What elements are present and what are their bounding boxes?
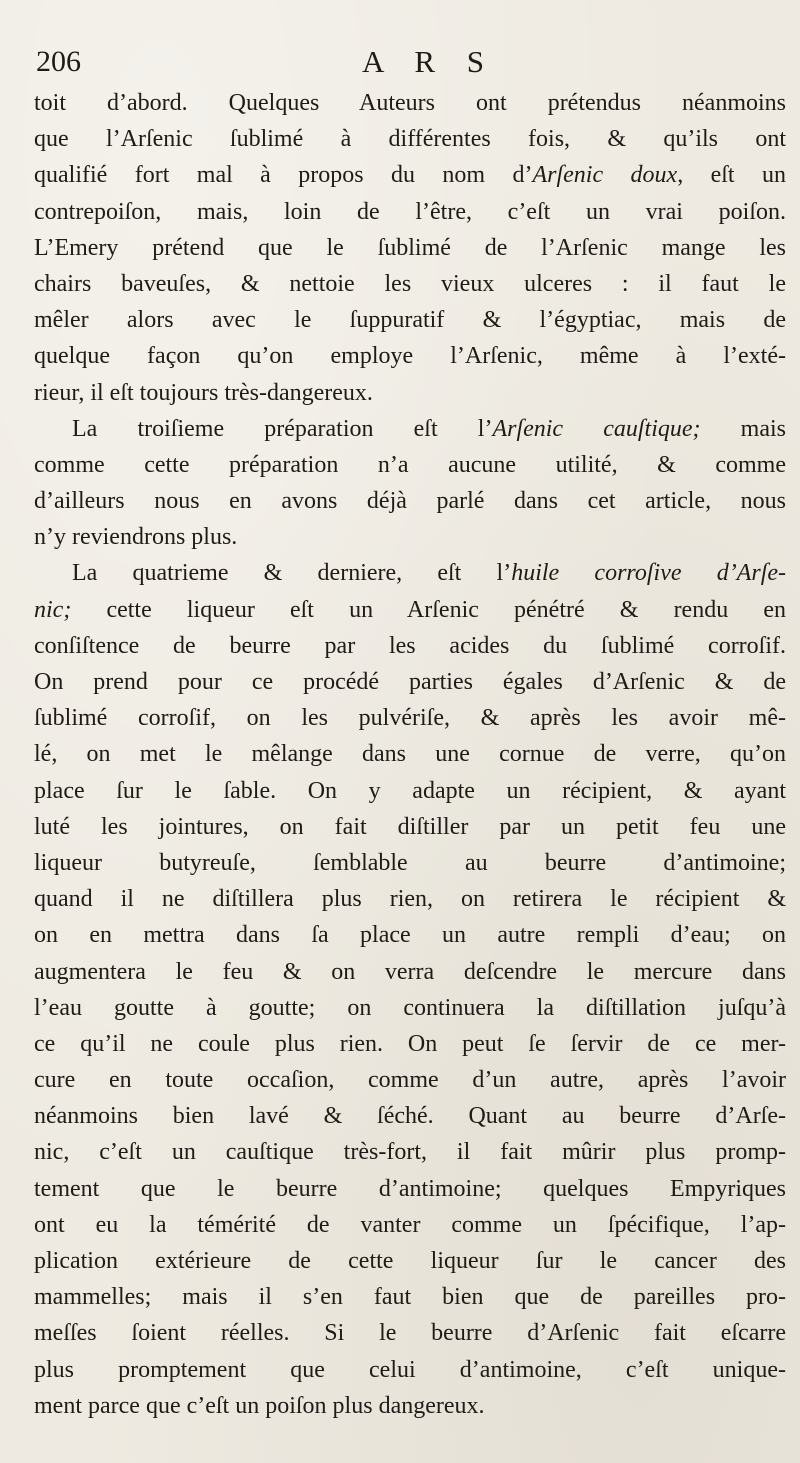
text-line [34, 1315, 786, 1351]
text-segment: ment parce que c’eſt un poiſon plus dangereux. [34, 1392, 485, 1419]
body-text [34, 85, 786, 1424]
text-line [34, 411, 786, 447]
text-segment: quand il ne diſtillera plus rien, on retirera le récipient & [34, 886, 786, 913]
text-line [34, 917, 786, 953]
text-segment: néanmoins bien lavé & ſéché. Quant au beurre d’Arſe- [34, 1103, 786, 1130]
text-segment: plication extérieure de cette liqueur ſur le cancer des [34, 1248, 786, 1274]
text-segment: d’ailleurs nous en avons déjà parlé dans cet article, nous [34, 488, 786, 515]
text-segment: ont eu la témérité de vanter comme un ſpécifique, l’ap- [34, 1211, 786, 1238]
italic-text-segment: Arſenic cauſtique; [492, 415, 701, 442]
text-segment: comme cette préparation n’a aucune utilité, & comme [34, 451, 786, 478]
text-segment: mais [700, 415, 786, 442]
text-segment: On prend pour ce procédé parties égales d’Arſenic & de [34, 669, 786, 695]
text-line [34, 773, 786, 809]
text-line [34, 700, 786, 736]
text-segment: La quatrieme & derniere, eſt l’ [72, 560, 512, 587]
text-line [34, 338, 786, 374]
text-segment: lé, on met le mêlange dans une cornue de verre, qu’on [34, 741, 786, 768]
italic-text-segment: huile corroſive d’Arſe- [511, 560, 786, 587]
text-line [34, 736, 786, 772]
text-line [34, 230, 786, 266]
text-segment: nic, c’eſt un cauſtique très-fort, il fait mûrir plus promp- [34, 1139, 786, 1166]
text-segment: plus promptement que celui d’antimoine, c’eſt unique- [34, 1356, 786, 1383]
text-segment: n’y reviendrons plus. [34, 524, 238, 551]
text-line [34, 519, 786, 555]
text-line [34, 1098, 786, 1134]
text-segment: meſſes ſoient réelles. Si le beurre d’Arſenic fait eſcarre [34, 1320, 786, 1347]
text-line [34, 809, 786, 845]
text-line [34, 1026, 786, 1062]
text-segment: La troiſieme préparation eſt l’ [72, 415, 493, 442]
text-line [34, 845, 786, 881]
running-head: A R S [361, 44, 497, 79]
text-line [34, 1352, 786, 1388]
text-segment: conſiſtence de beurre par les acides du ſublimé corroſif. [34, 632, 786, 659]
text-segment: tement que le beurre d’antimoine; quelques Empyriques [34, 1175, 786, 1202]
italic-text-segment: nic; [34, 596, 72, 623]
text-line [34, 85, 786, 121]
text-segment: l’eau goutte à goutte; on continuera la diſtillation juſqu’à [34, 994, 786, 1021]
text-segment: cette liqueur eſt un Arſenic pénétré & rendu en [71, 596, 786, 623]
text-segment: chairs baveuſes, & nettoie les vieux ulceres : il faut le [34, 270, 786, 297]
page-header [36, 38, 780, 86]
text-line [34, 447, 786, 483]
text-segment: augmentera le feu & on verra deſcendre le mercure dans [34, 958, 786, 985]
text-segment: quelque façon qu’on employe l’Arſenic, même à l’exté- [34, 343, 786, 370]
text-line [34, 1388, 786, 1424]
text-line [34, 628, 786, 664]
text-segment: on en mettra dans ſa place un autre rempli d’eau; on [34, 922, 786, 949]
text-line [34, 954, 786, 990]
text-segment: ce qu’il ne coule plus rien. On peut ſe ſervir de ce mer- [34, 1030, 786, 1057]
text-segment: que l’Arſenic ſublimé à différentes fois, & qu’ils ont [34, 126, 786, 153]
text-line [34, 592, 786, 628]
text-segment: contrepoiſon, mais, loin de l’être, c’eſt un vrai poiſon. [34, 198, 786, 225]
text-line [34, 375, 786, 411]
text-line [34, 1134, 786, 1170]
text-segment: , eſt un [677, 162, 786, 189]
text-line [34, 881, 786, 917]
text-line [34, 1279, 786, 1315]
text-line [34, 302, 786, 338]
italic-text-segment: Arſenic doux [532, 162, 678, 189]
text-segment: place ſur le ſable. On y adapte un récipient, & ayant [34, 777, 786, 804]
text-line [34, 1207, 786, 1243]
text-segment: ſublimé corroſif, on les pulvériſe, & après les avoir mê- [34, 705, 786, 732]
text-line [34, 121, 786, 157]
text-line [34, 157, 786, 193]
text-line [34, 1062, 786, 1098]
page-number: 206 [36, 45, 81, 78]
text-segment: mêler alors avec le ſuppuratif & l’égyptiac, mais de [34, 307, 786, 334]
text-line [34, 1171, 786, 1207]
text-segment: rieur, il eſt toujours très-dangereux. [34, 379, 373, 406]
text-line [34, 194, 786, 230]
text-segment: qualifié fort mal à propos du nom d’ [34, 162, 533, 189]
text-line [34, 990, 786, 1026]
text-segment: cure en toute occaſion, comme d’un autre, après l’avoir [34, 1067, 786, 1094]
text-line [34, 266, 786, 302]
text-segment: liqueur butyreuſe, ſemblable au beurre d’antimoine; [34, 849, 786, 876]
text-segment: L’Emery prétend que le ſublimé de l’Arſenic mange les [34, 234, 786, 261]
text-segment: toit d’abord. Quelques Auteurs ont prétendus néanmoins [34, 90, 786, 116]
text-line [34, 664, 786, 700]
text-segment: mammelles; mais il s’en faut bien que de pareilles pro- [34, 1284, 786, 1311]
text-line [34, 483, 786, 519]
text-line [34, 1243, 786, 1279]
text-segment: luté les jointures, on fait diſtiller par un petit feu une [34, 813, 786, 840]
text-line [34, 555, 786, 591]
